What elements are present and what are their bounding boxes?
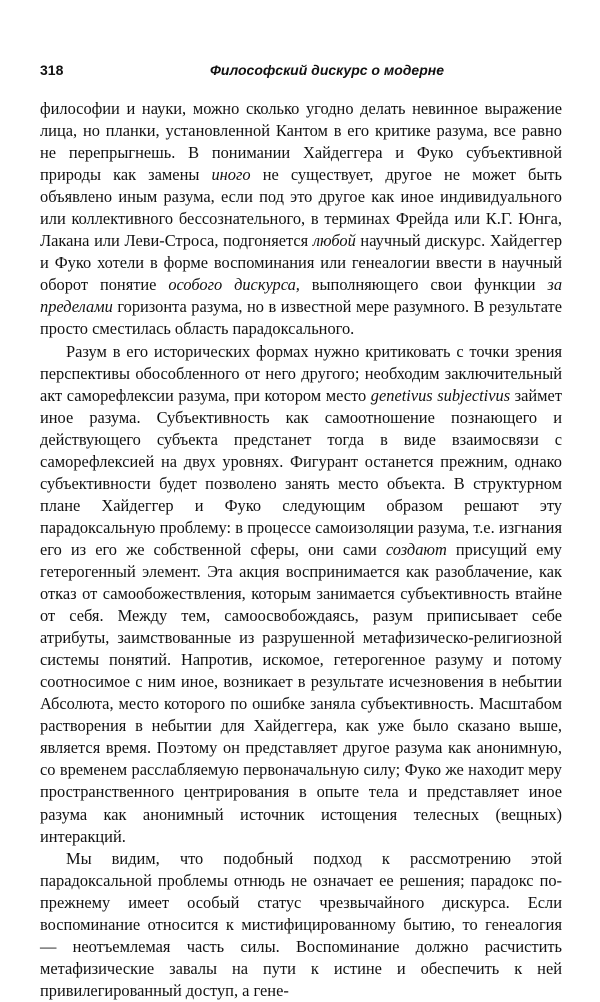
emphasis-text: genetivus subjectivus bbox=[370, 385, 511, 405]
text-segment: займет иное разума. Субъективность как самоотношение познающего и действующего субъекта предстанет тогда в виде взаимосвязи с саморефлексией на двух уровнях. Фигурант останется прежним, однако субъективности будет позволено занять место объекта. В структурном плане Хайдеггер и Фуко следующим образом решают эту парадоксальную проблему: в процессе самоизоляции разума, т.е. изгнания его из его же собственной сферы, они сами bbox=[40, 385, 562, 559]
text-segment: выполняющего свои функции bbox=[299, 275, 548, 295]
paragraph-1 bbox=[40, 98, 562, 341]
emphasis-text: особого дискурса, bbox=[168, 275, 300, 295]
body-text bbox=[40, 98, 562, 1002]
text-segment: не существует, другое не может быть объявлено иным разума, если под это другое как иное индивидуального или коллективного бессознательного, в терминах Фрейда или К.Г. Юнга, Лакана или Леви-Строса, подгоняется bbox=[40, 165, 562, 251]
text-segment: горизонта разума, но в известной мере разумного. В результате просто сместилась область парадоксального. bbox=[40, 297, 562, 339]
page-number: 318 bbox=[40, 62, 64, 78]
emphasis-text: любой bbox=[312, 231, 356, 251]
running-title: Философский дискурс о модерне bbox=[210, 62, 445, 78]
emphasis-text: создают bbox=[385, 539, 447, 559]
paragraph-3 bbox=[40, 848, 562, 1002]
emphasis-text: за пределами bbox=[40, 275, 563, 317]
text-segment: философии и науки, можно сколько угодно делать невинное выражение лица, но планки, установленной Кантом в его критике разума, все равно не перепрыгнешь. В понимании Хайдеггера и Фуко субъективной природы как замены bbox=[40, 99, 562, 185]
text-segment: Мы видим, что подобный подход к рассмотрению этой парадоксальной проблемы отнюдь не означает ее решения; парадокс по-прежнему имеет особый статус чрезвычайного дискурса. Если воспоминание относится к мистифицированному бытию, то генеалогия — неотъемлемая часть силы. Воспоминание должно расчистить метафизические завалы на пути к истине и обеспечить к ней привилегированный доступ, а гене- bbox=[40, 848, 562, 1000]
emphasis-text: иного bbox=[211, 165, 251, 185]
text-segment: присущий ему гетерогенный элемент. Эта акция воспринимается как разоблачение, как отказ от самообожествления, которым занимается субъективность втайне от себя. Между тем, самоосвобождаясь, разум приписывает себе атрибуты, заимствованные из разрушенной метафизическо-религиозной системы понятий. Напротив, искомое, гетерогенное разуму и потому соотносимое с ним иное, возникает в результате исчезновения в небытии Абсолюта, место которого по ошибке заняла субъективность. Масштабом растворения в небытии для Хайдеггера, как уже было сказано выше, является время. Поэтому он представляет другое разума как анонимную, со временем расслабляемую первоначальную силу; Фуко же находит меру пространственного центрирования в опыте тела и представляет иное разума как анонимный источник истощения телесных (вещных) интеракций. bbox=[40, 539, 562, 846]
paragraph-2 bbox=[40, 341, 562, 848]
text-segment: научный дискурс. Хайдеггер и Фуко хотели в форме воспоминания или генеалогии ввести в научный оборот понятие bbox=[40, 231, 563, 295]
running-head bbox=[40, 62, 560, 82]
text-segment: Разум в его исторических формах нужно критиковать с точки зрения перспективы обособленного от него другого; необходим заключительный акт саморефлексии разума, при котором место bbox=[40, 341, 562, 405]
